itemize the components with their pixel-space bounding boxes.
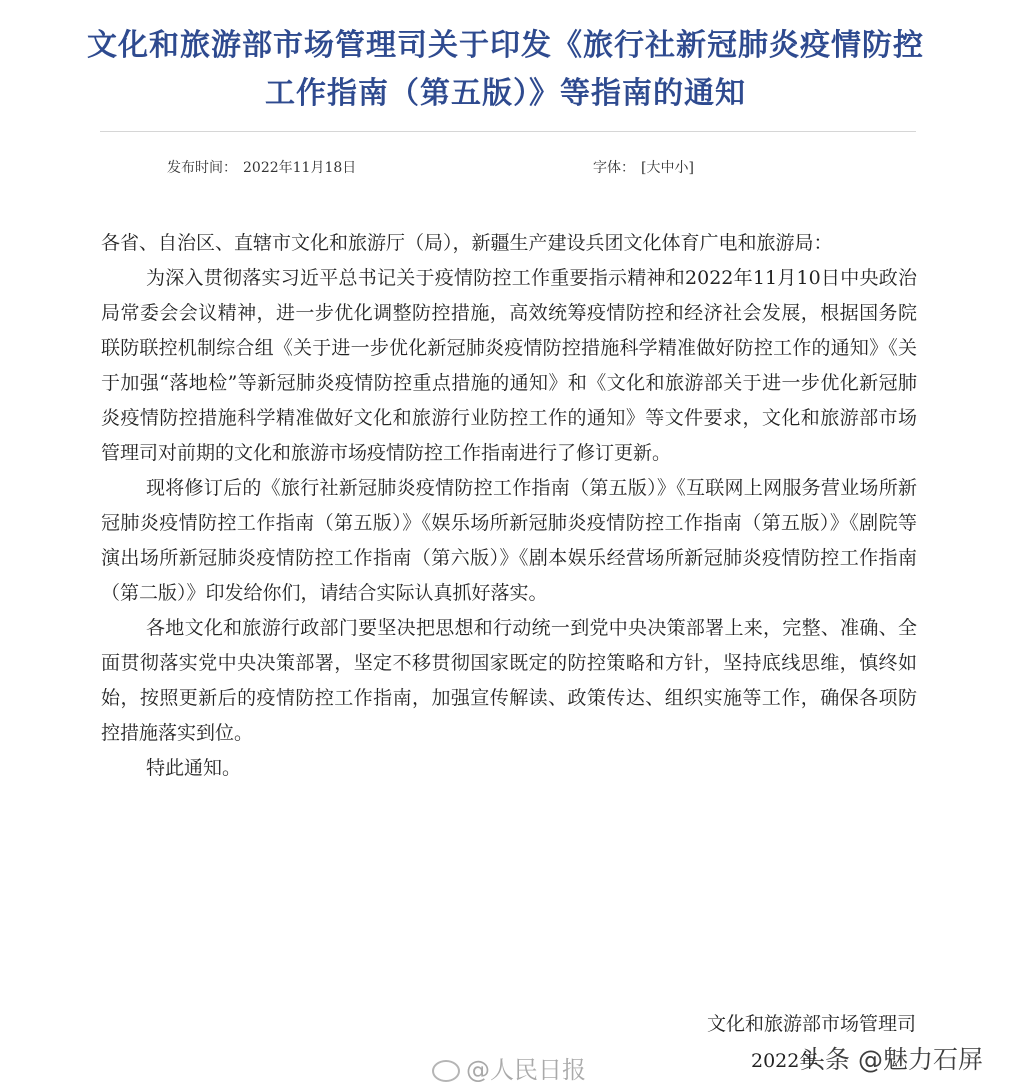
- notice-title: [60, 22, 951, 118]
- signature-date: 2022年: [751, 1050, 819, 1072]
- font-size-selector: [593, 158, 694, 178]
- paragraph-2: 现将修订后的《旅行社新冠肺炎疫情防控工作指南（第五版）》《互联网上网服务营业场所新冠肺炎疫情防控工作指南（第五版）》《娱乐场所新冠肺炎疫情防控工作指南（第五版）》《剧院等演出场所新冠肺炎疫情防控工作指南（第六版）》《剧本娱乐经营场所新冠肺炎疫情防控工作指南（第二版）》印发给你们，请结合实际认真抓好落实。: [101, 477, 917, 604]
- signature-org: 文化和旅游部市场管理司: [706, 1013, 916, 1035]
- source-watermark: [432, 1050, 586, 1085]
- font-size-small-link[interactable]: 小: [674, 160, 689, 176]
- source-watermark-text: @人民日报: [466, 1056, 586, 1084]
- font-size-label: 字体：: [593, 160, 635, 176]
- paragraph-3: 各地文化和旅游行政部门要坚决把思想和行动统一到党中央决策部署上来，完整、准确、全面贯彻落实党中央决策部署，坚定不移贯彻国家既定的防控策略和方针，坚持底线思维，慎终如始，按照更新后的疫情防控工作指南，加强宣传解读、政策传达、组织实施等工作，确保各项防控措施落实到位。: [101, 617, 917, 744]
- author-watermark: 头条 @魅力石屏: [800, 1045, 983, 1074]
- closing-line: 特此通知。: [146, 757, 242, 779]
- font-size-large-link[interactable]: 大: [646, 160, 661, 176]
- publish-date-label: 发布时间：: [167, 160, 237, 176]
- notice-body: [101, 226, 917, 786]
- title-divider: [100, 131, 916, 132]
- font-size-medium-link[interactable]: 中: [660, 160, 675, 176]
- weibo-icon: [432, 1060, 460, 1082]
- font-size-bracket-close: ]: [688, 160, 694, 176]
- notice-title-line2: 工作指南（第五版）》等指南的通知: [265, 76, 746, 111]
- paragraph-1: 为深入贯彻落实习近平总书记关于疫情防控工作重要指示精神和2022年11月10日中央政治局常委会会议精神，进一步优化调整防控措施，高效统筹疫情防控和经济社会发展，根据国务院联防联控机制综合组《关于进一步优化新冠肺炎疫情防控措施科学精准做好防控工作的通知》《关于加强“落地检”等新冠肺炎疫情防控重点措施的通知》和《文化和旅游部关于进一步优化新冠肺炎疫情防控措施科学精准做好文化和旅游行业防控工作的通知》等文件要求，文化和旅游部市场管理司对前期的文化和旅游市场疫情防控工作指南进行了修订更新。: [101, 267, 917, 464]
- font-size-bracket-open: [: [641, 160, 647, 176]
- salutation: 各省、自治区、直辖市文化和旅游厅（局），新疆生产建设兵团文化体育广电和旅游局：: [101, 232, 833, 254]
- publish-date-value: 2022年11月18日: [243, 160, 357, 176]
- notice-title-line1: 文化和旅游部市场管理司关于印发《旅行社新冠肺炎疫情防控: [87, 28, 924, 63]
- publish-date: [167, 158, 356, 178]
